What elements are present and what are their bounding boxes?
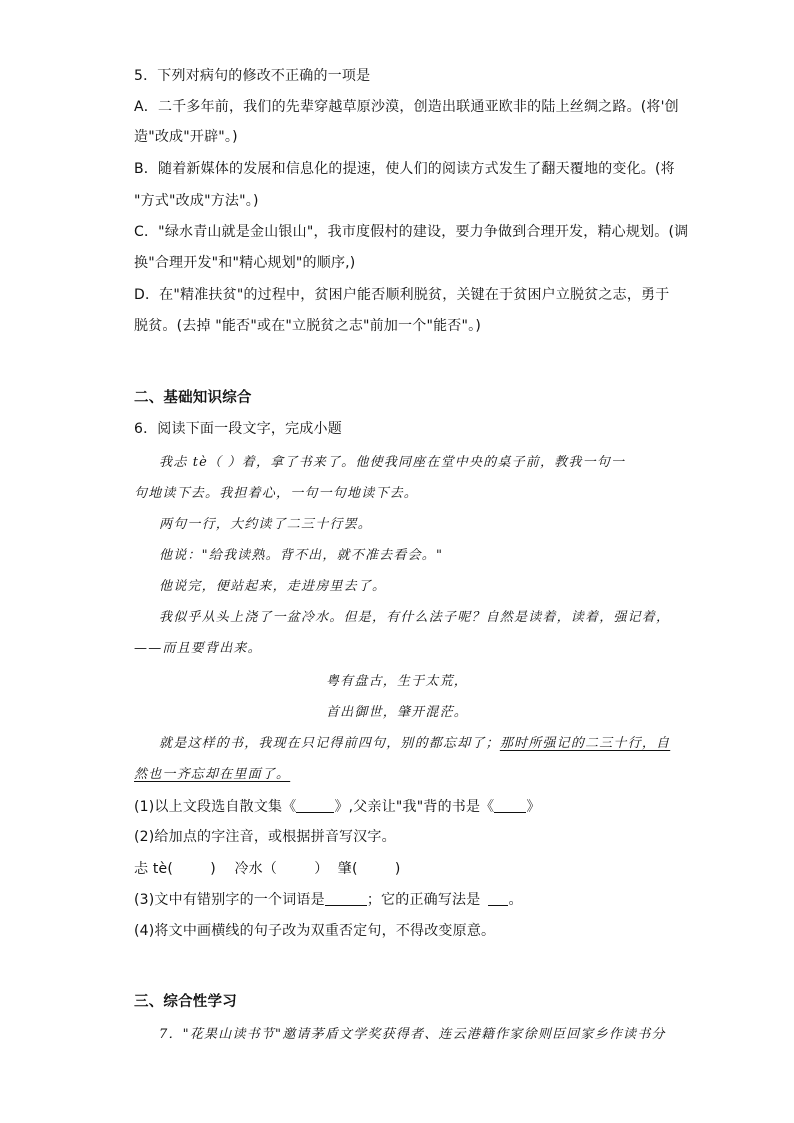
- section-heading-basic-knowledge: 二、基础知识综合: [134, 390, 252, 406]
- q5-option-c-line1: C．"绿水青山就是金山银山"，我市度假村的建设，要力争做到合理开发，精心规划。(调: [134, 224, 689, 240]
- passage-p4: 他说完，便站起来，走进房里去了。: [159, 579, 387, 594]
- passage-p1-line2: 句地读下去。我担着心，一句一句地读下去。: [134, 486, 419, 501]
- passage-p5-line2: ——而且要背出来。: [134, 641, 262, 656]
- subq-1-text-c: 》: [526, 799, 541, 815]
- subq-1-text-a: (1)以上文段选自散文集《: [134, 799, 297, 815]
- q5-option-b-line2: "方式"改成"方法"。): [134, 193, 259, 209]
- subq-3: [134, 891, 523, 909]
- q7-stem-line1: 7．"花果山读书节"邀请茅盾文学奖获得者、连云港籍作家徐则臣回家乡作读书分: [159, 1027, 666, 1042]
- q6-stem: 6．阅读下面一段文字，完成小题: [134, 421, 342, 437]
- subq-3-blank-2[interactable]: [488, 893, 508, 906]
- q5-stem: 5．下列对病句的修改不正确的一项是: [134, 68, 371, 84]
- subq-1-text-b: 》,父亲让"我"背的书是《: [334, 799, 495, 815]
- passage-p6-underlined-part2: 然也一齐忘却在里面了。: [134, 767, 291, 782]
- subq-1: [134, 798, 541, 816]
- q5-option-c-line2: 换"合理开发"和"精心规划"的顺序,): [134, 255, 356, 271]
- subq-2-items: 忐 tè( ) 冷水（ ） 肇( ): [134, 861, 401, 877]
- passage-p3: 他说："给我读熟。背不出，就不准去看会。": [159, 548, 444, 563]
- section-heading-comprehensive-study: 三、综合性学习: [134, 994, 237, 1010]
- subq-1-blank-1[interactable]: [296, 800, 334, 813]
- passage-p6-plain: 就是这样的书，我现在只记得前四句，别的都忘却了；: [159, 736, 500, 751]
- subq-3-text-a: (3)文中有错别字的一个词语是: [134, 892, 325, 908]
- passage-p6-underlined-part1: 那时所强记的二三十行，自: [499, 736, 671, 751]
- q5-option-d-line2: 脱贫。(去掉 "能否"或在"立脱贫之志"前加一个"能否"。): [134, 318, 482, 334]
- subq-2: (2)给加点的字注音，或根据拼音写汉字。: [134, 829, 396, 845]
- subq-4: (4)将文中画横线的句子改为双重否定句，不得改变原意。: [134, 923, 496, 939]
- passage-p6-line1: [159, 735, 670, 753]
- passage-poem-line1: 粤有盘古，生于太荒，: [325, 674, 468, 689]
- subq-3-blank-1[interactable]: [325, 893, 367, 906]
- passage-p6-line2: [134, 766, 290, 784]
- q5-option-d-line1: D．在"精准扶贫"的过程中，贫困户能否顺利脱贫，关键在于贫困户立脱贫之志，勇于: [134, 287, 670, 303]
- subq-1-blank-2[interactable]: [494, 800, 526, 813]
- q5-option-a-line2: 造"改成"开辟"。): [134, 129, 238, 145]
- subq-3-text-b: ；它的正确写法是: [366, 892, 481, 908]
- passage-p2: 两句一行，大约读了二三十行罢。: [159, 517, 373, 532]
- q5-option-a-line1: A．二千多年前，我们的先辈穿越草原沙漠，创造出联通亚欧非的陆上丝绸之路。(将'创: [134, 99, 679, 115]
- passage-p1-line1: 我忐 tè（ ）着，拿了书来了。他使我同座在堂中央的桌子前，教我一句一: [159, 455, 626, 470]
- subq-3-text-c: 。: [508, 892, 523, 908]
- q5-option-b-line1: B．随着新媒体的发展和信息化的提速，使人们的阅读方式发生了翻天覆地的变化。(将: [134, 161, 675, 177]
- passage-poem-line2: 首出御世，肇开混茫。: [325, 705, 468, 720]
- passage-p5-line1: 我似乎从头上浇了一盆冷水。但是，有什么法子呢？自然是读着，读着，强记着，: [159, 610, 671, 625]
